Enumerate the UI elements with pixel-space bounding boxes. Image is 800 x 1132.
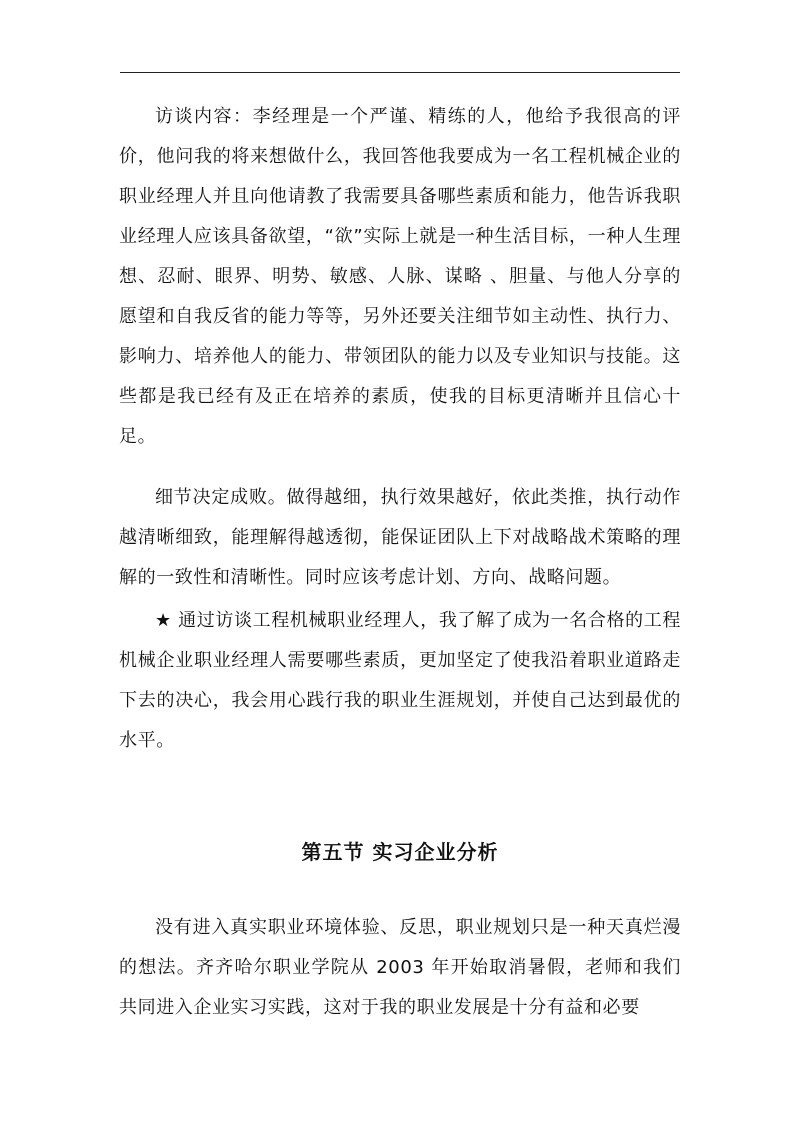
- header-rule: [120, 72, 680, 73]
- conclusion-paragraph: ★ 通过访谈工程机械职业经理人，我了解了成为一名合格的工程机械企业职业经理人需要哪些素质，更加坚定了使我沿着职业道路走下去的决心，我会用心践行我的职业生涯规划，并使自己达到最优的水平。: [119, 610, 681, 751]
- interview-content-paragraph: 访谈内容：李经理是一个严谨、精练的人，他给予我很高的评价，他问我的将来想做什么，我回答他我要成为一名工程机械企业的职业经理人并且向他请教了我需要具备哪些素质和能力，他告诉我职业经理人应该具备欲望，“欲”实际上就是一种生活目标，一种人生理想、忍耐、眼界、明势、敏感、人脉、谋略 、胆量、与他人分享的愿望和自我反省的能力等等，另外还要关注细节如主动性、执行力、影响力、培养他人的能力、带领团队的能力以及专业知识与技能。这些都是我已经有及正在培养的素质，使我的目标更清晰并且信心十足。: [119, 106, 681, 447]
- section-heading: 第五节 实习企业分析: [301, 840, 499, 864]
- section-intro-paragraph: 没有进入真实职业环境体验、反思，职业规划只是一种天真烂漫的想法。齐齐哈尔职业学院从 2003 年开始取消暑假，老师和我们共同进入企业实习实践，这对于我的职业发展是十分有益和必要: [119, 917, 681, 1018]
- details-paragraph: 细节决定成败。做得越细，执行效果越好，依此类推，执行动作越清晰细致，能理解得越透彻，能保证团队上下对战略战术策略的理解的一致性和清晰性。同时应该考虑计划、方向、战略问题。: [119, 487, 681, 588]
